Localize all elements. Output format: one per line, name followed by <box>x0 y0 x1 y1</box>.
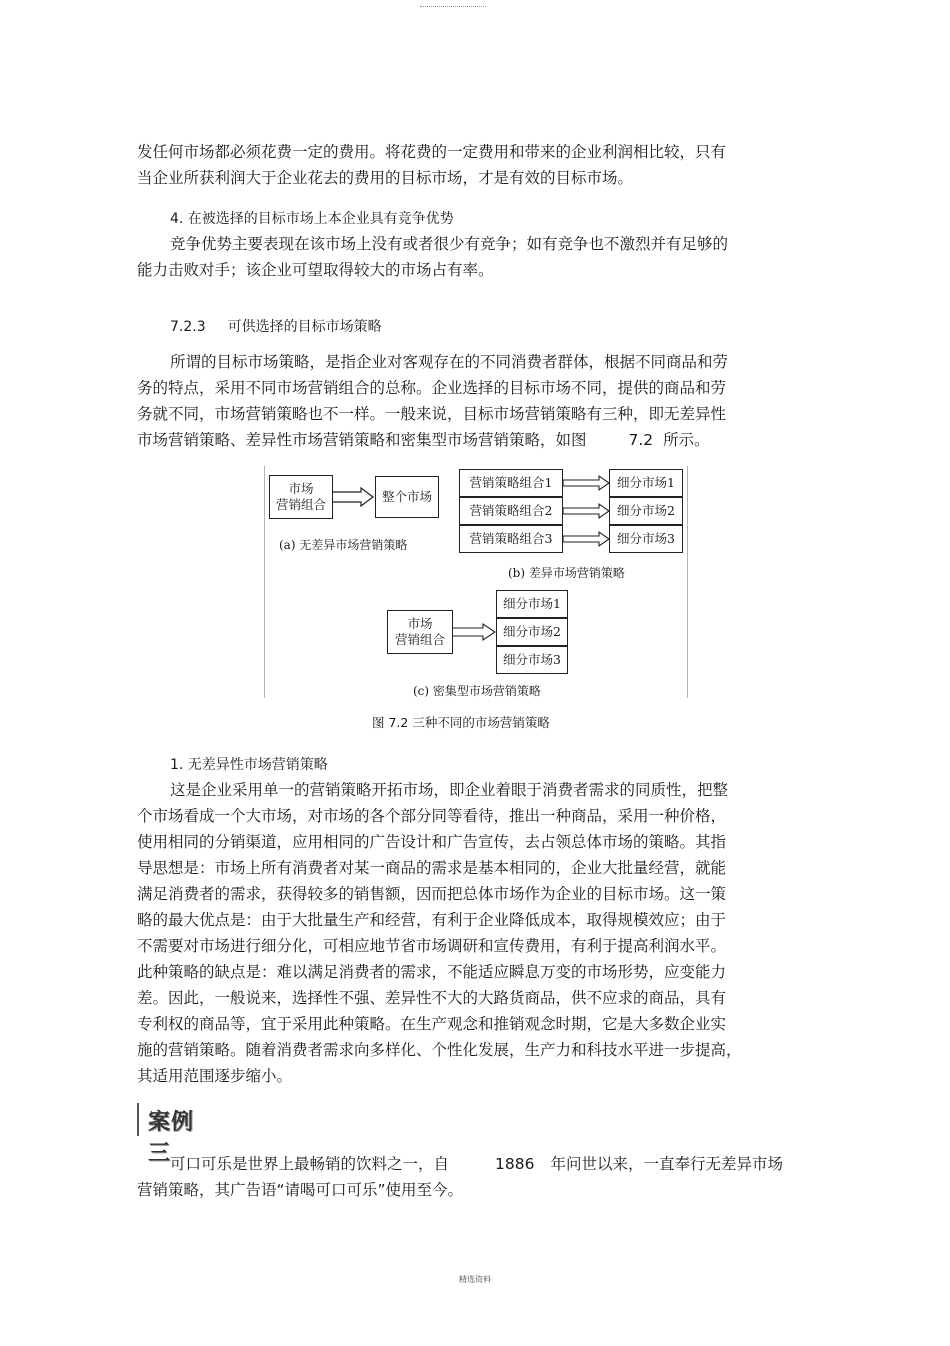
body-text-line: 略的最大优点是：由于大批量生产和经营，有利于企业降低成本，取得规模效应；由于 <box>137 911 727 929</box>
body-text-line: 使用相同的分销渠道，应用相同的广告设计和广告宣传，去占领总体市场的策略。其指 <box>137 833 727 851</box>
box-b-strategy-2: 营销策略组合2 <box>459 497 563 525</box>
body-text-line <box>170 1151 850 1177</box>
body-text-line: 个市场看成一个大市场，对市场的各个部分同等看待，推出一种商品，采用一种价格， <box>137 807 727 825</box>
body-text-line: 务的特点，采用不同市场营销组合的总称。企业选择的目标市场不同，提供的商品和劳 <box>137 379 727 397</box>
case-text-b: 年问世以来，一直奉行无差异市场 <box>550 1155 783 1173</box>
body-text-line <box>137 427 817 453</box>
body-text-line: 导思想是：市场上所有消费者对某一商品的需求是基本相同的，企业大批量经营，就能 <box>137 859 727 877</box>
section-heading <box>170 314 850 340</box>
box-a-market-mix: 市场 营销组合 <box>269 475 333 519</box>
point-heading: 4. 在被选择的目标市场上本企业具有竞争优势 <box>170 211 454 227</box>
caption-a: (a) 无差异市场营销策略 <box>279 538 408 552</box>
case-title: 案例三 <box>148 1110 195 1166</box>
box-b-segment-1: 细分市场1 <box>609 469 683 497</box>
body-text-line: 不需要对市场进行细分化，可相应地节省市场调研和宣传费用，有利于提高利润水平。 <box>137 937 727 955</box>
body-text-line: 这是企业采用单一的营销策略开拓市场，即企业着眼于消费者需求的同质性，把整 <box>170 781 729 799</box>
figure-caption: 图 7.2 三种不同的市场营销策略 <box>372 715 550 730</box>
top-dotted-rule <box>420 6 486 7</box>
section-title: 可供选择的目标市场策略 <box>227 319 382 335</box>
box-b-strategy-3: 营销策略组合3 <box>459 525 563 553</box>
caption-c: (c) 密集型市场营销策略 <box>413 684 541 698</box>
body-text-line: 当企业所获利润大于企业花去的费用的目标市场，才是有效的目标市场。 <box>137 169 634 187</box>
body-text-line: 专利权的商品等，宜于采用此种策略。在生产观念和推销观念时期，它是大多数企业实 <box>137 1015 727 1033</box>
body-text-line: 发任何市场都必须花费一定的费用。将花费的一定费用和带来的企业利润相比较，只有 <box>137 143 727 161</box>
page-footer: 精选资料 <box>459 1275 491 1284</box>
box-c-market-mix: 市场 营销组合 <box>387 610 453 654</box>
case-year: 1886 <box>495 1155 535 1173</box>
body-text-line: 此种策略的缺点是：难以满足消费者的需求，不能适应瞬息万变的市场形势，应变能力 <box>137 963 727 981</box>
body-text-line: 差。因此，一般说来，选择性不强、差异性不大的大路货商品，供不应求的商品，具有 <box>137 989 727 1007</box>
box-c-segment-2: 细分市场2 <box>496 618 568 646</box>
arrows-b <box>563 476 609 546</box>
box-a-whole-market: 整个市场 <box>375 476 439 518</box>
intro-last-suffix: 所示。 <box>663 431 710 449</box>
figure-reference: 7.2 <box>628 431 654 449</box>
box-c-segment-1: 细分市场1 <box>496 590 568 618</box>
strategy-figure <box>264 466 688 698</box>
body-text-line: 能力击败对手；该企业可望取得较大的市场占有率。 <box>137 261 494 279</box>
point-heading: 1. 无差异性市场营销策略 <box>170 757 328 773</box>
intro-last-text: 市场营销策略、差异性市场营销策略和密集型市场营销策略，如图 <box>137 431 587 449</box>
body-text-line: 营销策略，其广告语“请喝可口可乐”使用至今。 <box>137 1181 464 1199</box>
body-text-line: 其适用范围逐步缩小。 <box>137 1067 293 1085</box>
box-b-strategy-1: 营销策略组合1 <box>459 469 563 497</box>
box-b-segment-2: 细分市场2 <box>609 497 683 525</box>
body-text-line: 满足消费者的需求，获得较多的销售额，因而把总体市场作为企业的目标市场。这一策 <box>137 885 727 903</box>
body-text-line: 施的营销策略。随着消费者需求向多样化、个性化发展，生产力和科技水平进一步提高， <box>137 1041 742 1059</box>
case-heading-block <box>137 1103 209 1166</box>
section-number: 7.2.3 <box>170 319 206 335</box>
body-text-line: 竞争优势主要表现在该市场上没有或者很少有竞争；如有竞争也不激烈并有足够的 <box>170 235 729 253</box>
arrow-a <box>331 488 373 506</box>
body-text-line: 所谓的目标市场策略，是指企业对客观存在的不同消费者群体，根据不同商品和劳 <box>170 353 729 371</box>
caption-b: (b) 差异市场营销策略 <box>508 566 625 580</box>
case-text-a: 可口可乐是世界上最畅销的饮料之一，自 <box>170 1155 450 1173</box>
arrow-c <box>452 624 495 640</box>
box-c-segment-3: 细分市场3 <box>496 646 568 674</box>
box-b-segment-3: 细分市场3 <box>609 525 683 553</box>
body-text-line: 务就不同，市场营销策略也不一样。一般来说，目标市场营销策略有三种，即无差异性 <box>137 405 727 423</box>
